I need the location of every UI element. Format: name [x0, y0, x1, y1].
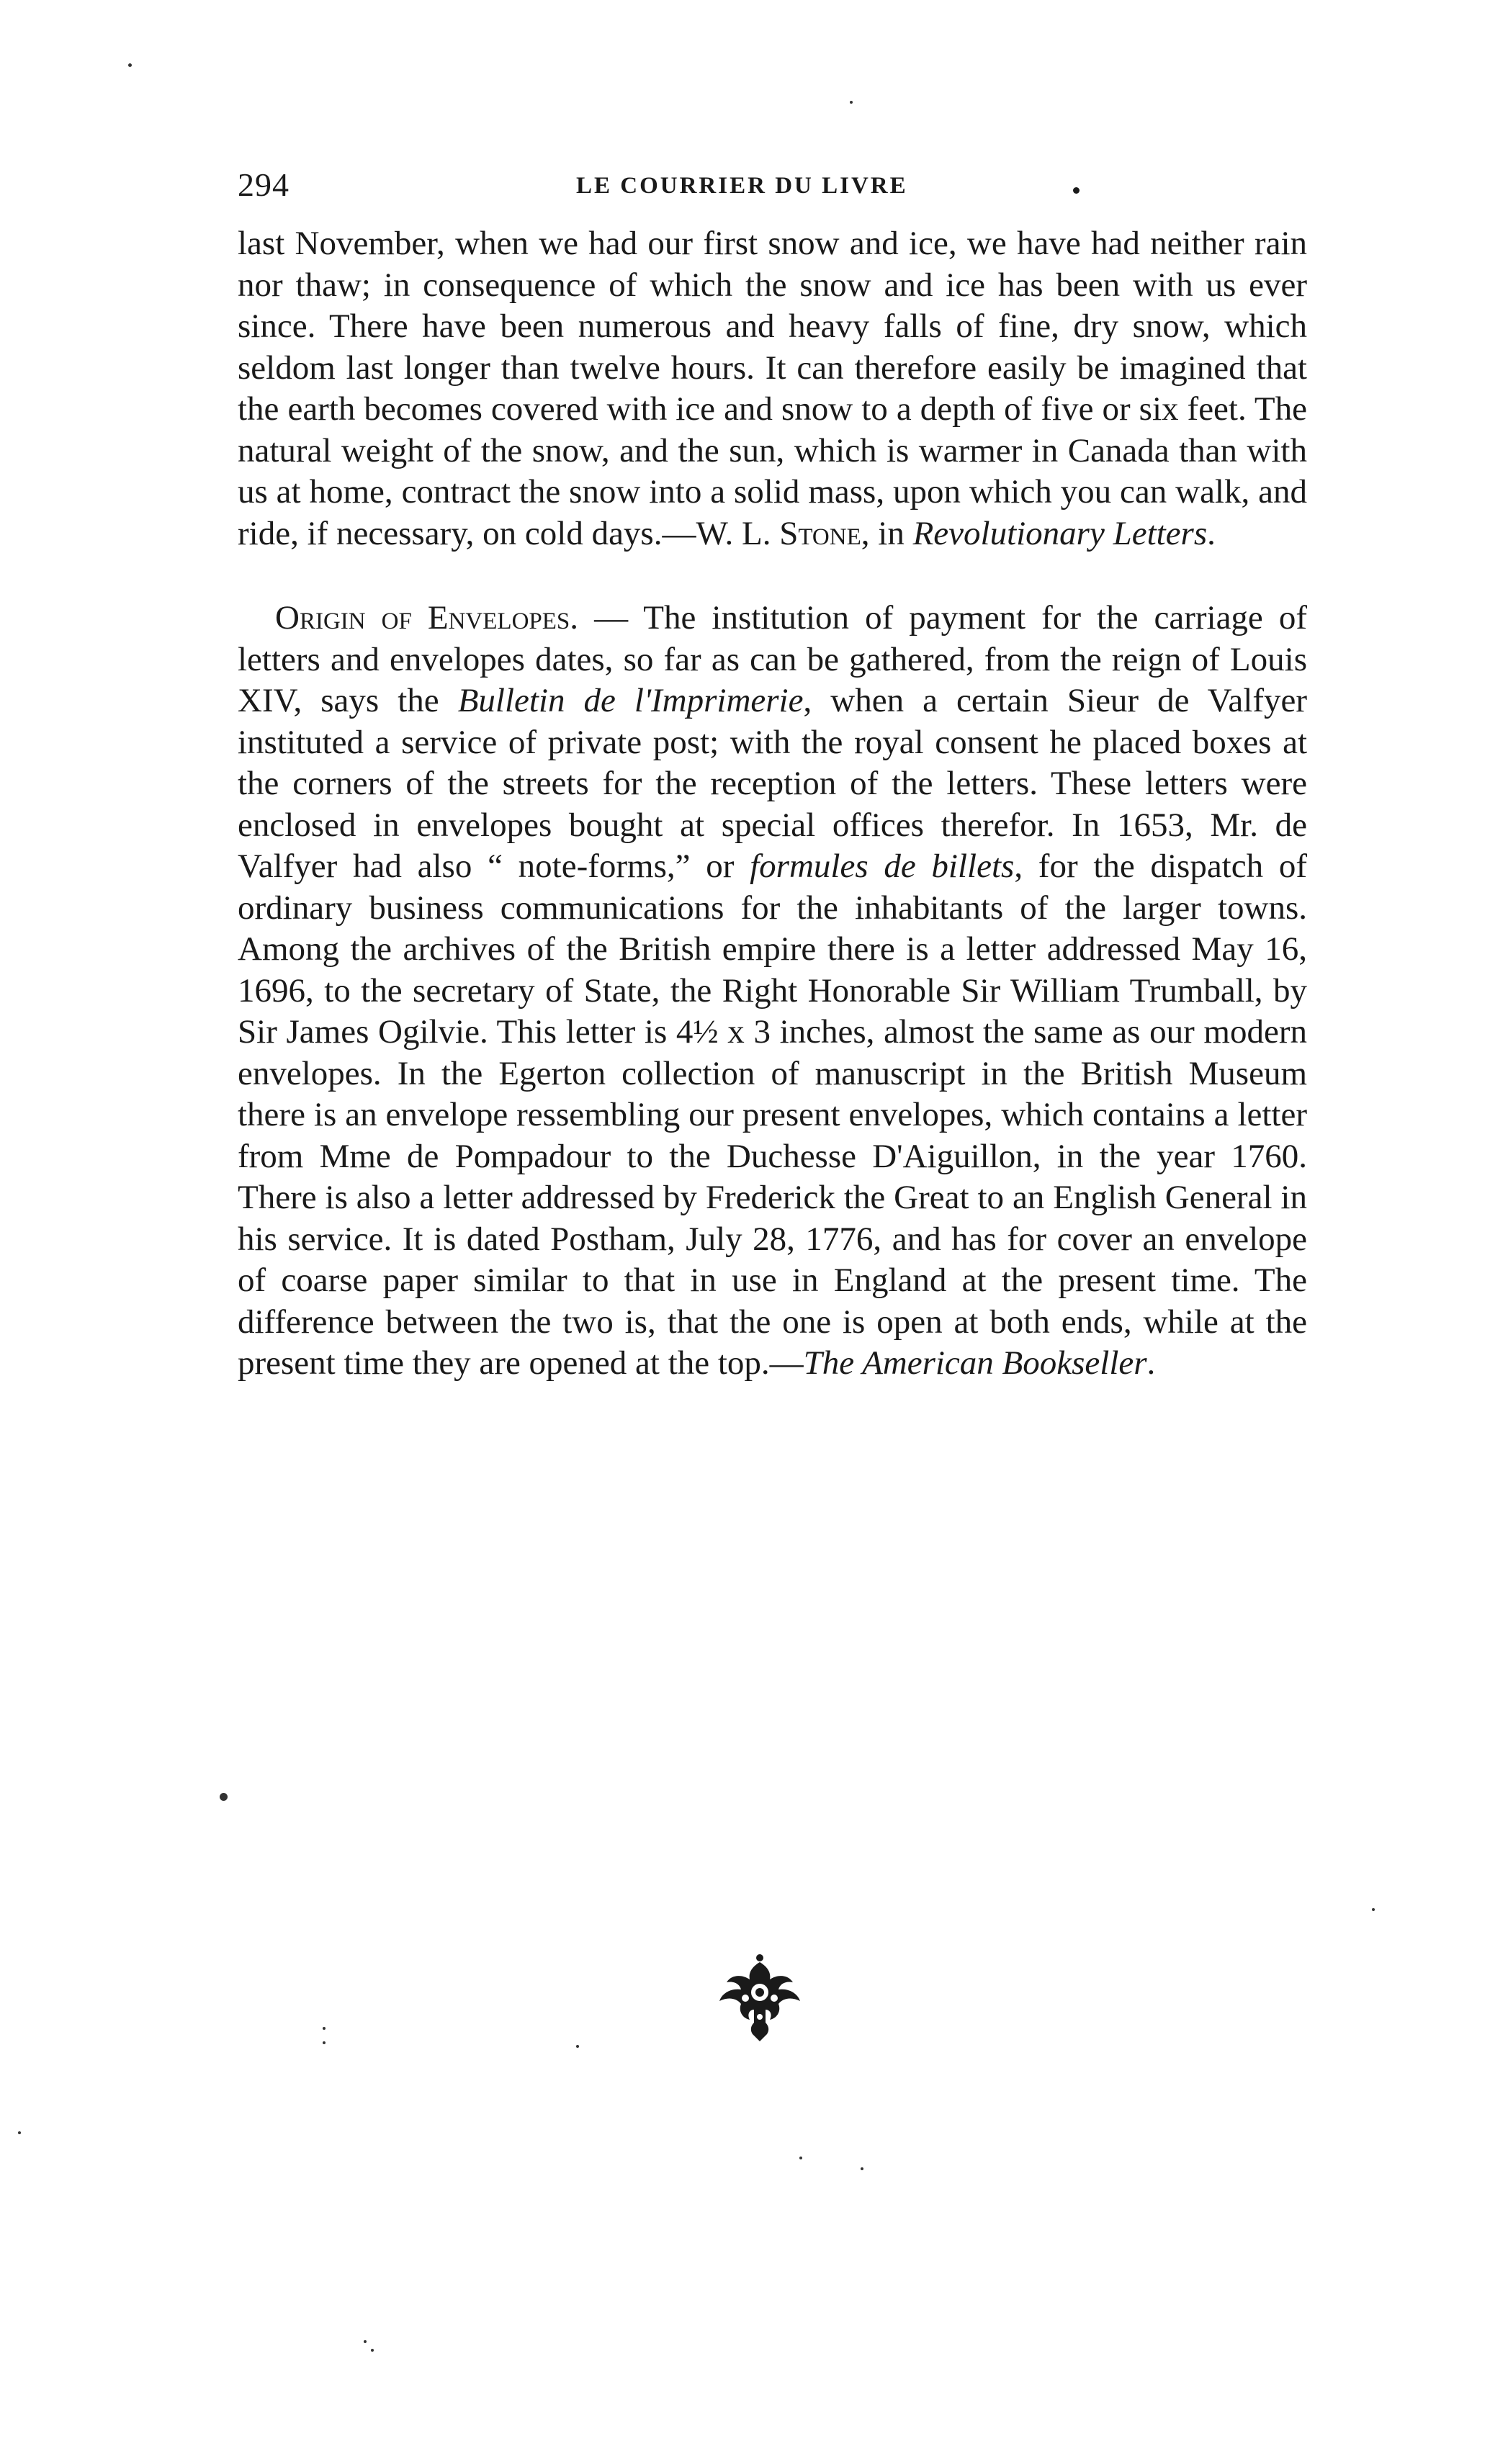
book-page [238, 166, 1307, 1385]
bulletin-title: Bulletin de l'Imprimerie [457, 682, 804, 719]
scan-speck [323, 2027, 326, 2030]
running-head [238, 166, 1307, 209]
running-title: LE COURRIER DU LIVRE [576, 173, 908, 199]
envelopes-text-3: , for the dispatch of ordinary business communications for the inhabitants of the larger towns. Among the archives of the British empire there is a letter addressed May 16, 1696, to the secretary of State, the Right Honorable Sir William Trumball, by Sir James Ogilvie. This letter is 4½ x 3 inches, almost the same as our modern envelopes. In the Egerton collection of manuscript in the British Museum there is an envelope ressembling our present envelopes, which contains a letter from Mme de Pompadour to the Duchesse D'Aiguillon, in the year 1760. There is also a letter addressed by Frederick the Great to an English General in his service. It is dated Postham, July 28, 1776, and has for cover an envelope of coarse paper similar to that in use in England at the present time. The difference between the two is, that the one is open at both ends, while at the present time they are opened at the top.— [238, 847, 1307, 1382]
envelopes-text-4: . [1146, 1344, 1156, 1382]
scan-speck [128, 63, 132, 67]
scan-speck [1372, 1908, 1375, 1911]
formules-term: formules de billets [750, 847, 1015, 885]
source-title: Revolutionary Letters [912, 514, 1208, 552]
scan-speck [371, 2349, 374, 2352]
scan-speck [18, 2131, 21, 2134]
paragraph-snow [238, 223, 1307, 554]
page-number: 294 [238, 166, 290, 203]
paragraph-snow-text: last November, when we had our first snow and ice, we have had neither rain nor thaw; in consequence of which the snow and ice has been with us ever since. There have been numerous and heavy falls of fine, dry snow, which seldom last longer than twelve hours. It can therefore easily be imagined that the earth becomes covered with ice and snow to a depth of five or six feet. The natural weight of the snow, and the sun, which is warmer in Canada than with us at home, contract the snow into a solid mass, upon which you can walk, and ride, if necessary, on cold days.—W. L. [238, 225, 1307, 552]
scan-speck [576, 2045, 579, 2048]
envelopes-text-1: — The institution of payment for the carriage of letters and envelopes dates, so far as can be gathered, from the reign of Louis XIV, says the [238, 599, 1307, 719]
scan-speck [861, 2167, 863, 2170]
envelopes-text-2: , when a certain Sieur de Valfyer instituted a service of private post; with the royal consent he placed boxes at the corners of the streets for the reception of the letters. These letters were enclosed in envelopes bought at special offices therefor. In 1653, Mr. de Valfyer had also “ note-forms,” or [238, 682, 1307, 885]
scan-speck [323, 2041, 326, 2044]
fleuron-ornament-icon [709, 1948, 810, 2049]
scan-speck [220, 1793, 228, 1801]
scan-speck [850, 101, 853, 104]
paragraph-snow-end: . [1207, 514, 1216, 552]
scan-speck [799, 2157, 802, 2159]
section-heading: Origin of Envelopes. [275, 599, 579, 637]
bookseller-source: The American Bookseller [803, 1344, 1147, 1382]
header-dot [1073, 187, 1080, 194]
scan-speck [364, 2340, 367, 2343]
paragraph-snow-connector: , in [861, 514, 913, 552]
paragraph-envelopes [238, 598, 1307, 1385]
author-name: Stone [779, 514, 861, 552]
